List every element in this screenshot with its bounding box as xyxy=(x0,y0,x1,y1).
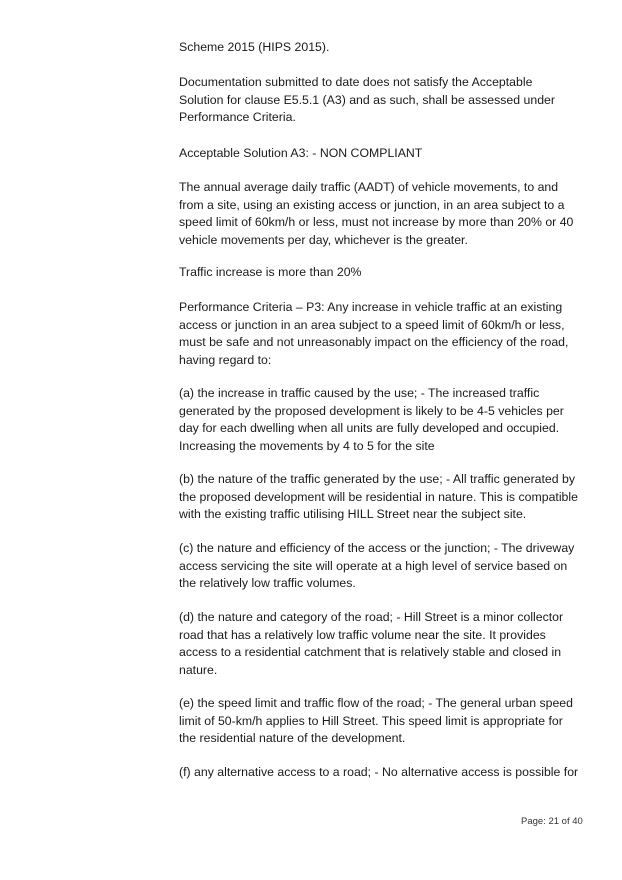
text-line: Performance Criteria. xyxy=(179,110,296,125)
paragraph-criterion-b xyxy=(179,471,589,524)
text-line: must be safe and not unreasonably impact on the efficiency of the road, xyxy=(179,335,569,350)
paragraph-scheme-reference xyxy=(179,39,589,57)
text-line: Traffic increase is more than 20% xyxy=(179,265,362,279)
text-line: from a site, using an existing access or junction, in an area subject to a xyxy=(179,197,565,212)
text-line: road that has a relatively low traffic volume near the site. It provides xyxy=(179,627,546,642)
paragraph-criterion-c xyxy=(179,540,589,593)
text-line: the residential nature of the development. xyxy=(179,731,406,746)
text-line: (e) the speed limit and traffic flow of the road; - The general urban speed xyxy=(179,696,573,710)
text-line: Documentation submitted to date does not satisfy the Acceptable xyxy=(179,75,533,89)
text-line: (d) the nature and category of the road; - Hill Street is a minor collector xyxy=(179,610,564,624)
text-line: (b) the nature of the traffic generated by the use; - All traffic generated by xyxy=(179,472,576,486)
text-line: speed limit of 60km/h or less, must not increase by more than 20% or 40 xyxy=(179,215,574,230)
text-line: Performance Criteria – P3: Any increase in vehicle traffic at an existing xyxy=(179,300,563,314)
paragraph-performance-criteria xyxy=(179,299,589,369)
text-line: limit of 50-km/h applies to Hill Street. This speed limit is appropriate for xyxy=(179,713,563,728)
paragraph-aadt-requirement xyxy=(179,179,589,249)
paragraph-criterion-f xyxy=(179,764,589,782)
paragraph-documentation-status xyxy=(179,74,589,127)
text-line: Solution for clause E5.5.1 (A3) and as such, shall be assessed under xyxy=(179,92,555,107)
paragraph-criterion-e xyxy=(179,695,589,748)
text-line: Increasing the movements by 4 to 5 for the site xyxy=(179,438,435,453)
text-line: the proposed development will be residential in nature. This is compatible xyxy=(179,489,578,504)
text-line: with the existing traffic utilising HILL Street near the subject site. xyxy=(179,507,527,522)
page-number: Page: 21 of 40 xyxy=(521,816,583,827)
text-line: the relatively low traffic volumes. xyxy=(179,576,356,591)
paragraph-acceptable-solution xyxy=(179,145,589,163)
text-line: having regard to: xyxy=(179,352,272,367)
text-line: access to a residential catchment that is relatively stable and closed in xyxy=(179,645,562,660)
text-line: access servicing the site will operate at a high level of service based on xyxy=(179,558,568,573)
text-line: generated by the proposed development is likely to be 4-5 vehicles per xyxy=(179,403,564,418)
text-line: nature. xyxy=(179,662,218,677)
text-line: (a) the increase in traffic caused by the use; - The increased traffic xyxy=(179,386,540,400)
text-line: vehicle movements per day, whichever is the greater. xyxy=(179,232,468,247)
text-line: access or junction in an area subject to a speed limit of 60km/h or less, xyxy=(179,317,565,332)
text-line: Acceptable Solution A3: - NON COMPLIANT xyxy=(179,146,423,160)
paragraph-traffic-increase xyxy=(179,264,589,282)
text-line: The annual average daily traffic (AADT) of vehicle movements, to and xyxy=(179,180,559,194)
text-line: (c) the nature and efficiency of the access or the junction; - The driveway xyxy=(179,541,575,555)
paragraph-criterion-d xyxy=(179,609,589,679)
text-line: (f) any alternative access to a road; - No alternative access is possible for xyxy=(179,765,579,779)
paragraph-criterion-a xyxy=(179,385,589,455)
text-line: Scheme 2015 (HIPS 2015). xyxy=(179,40,330,54)
text-line: day for each dwelling when all units are fully developed and occupied. xyxy=(179,421,560,436)
